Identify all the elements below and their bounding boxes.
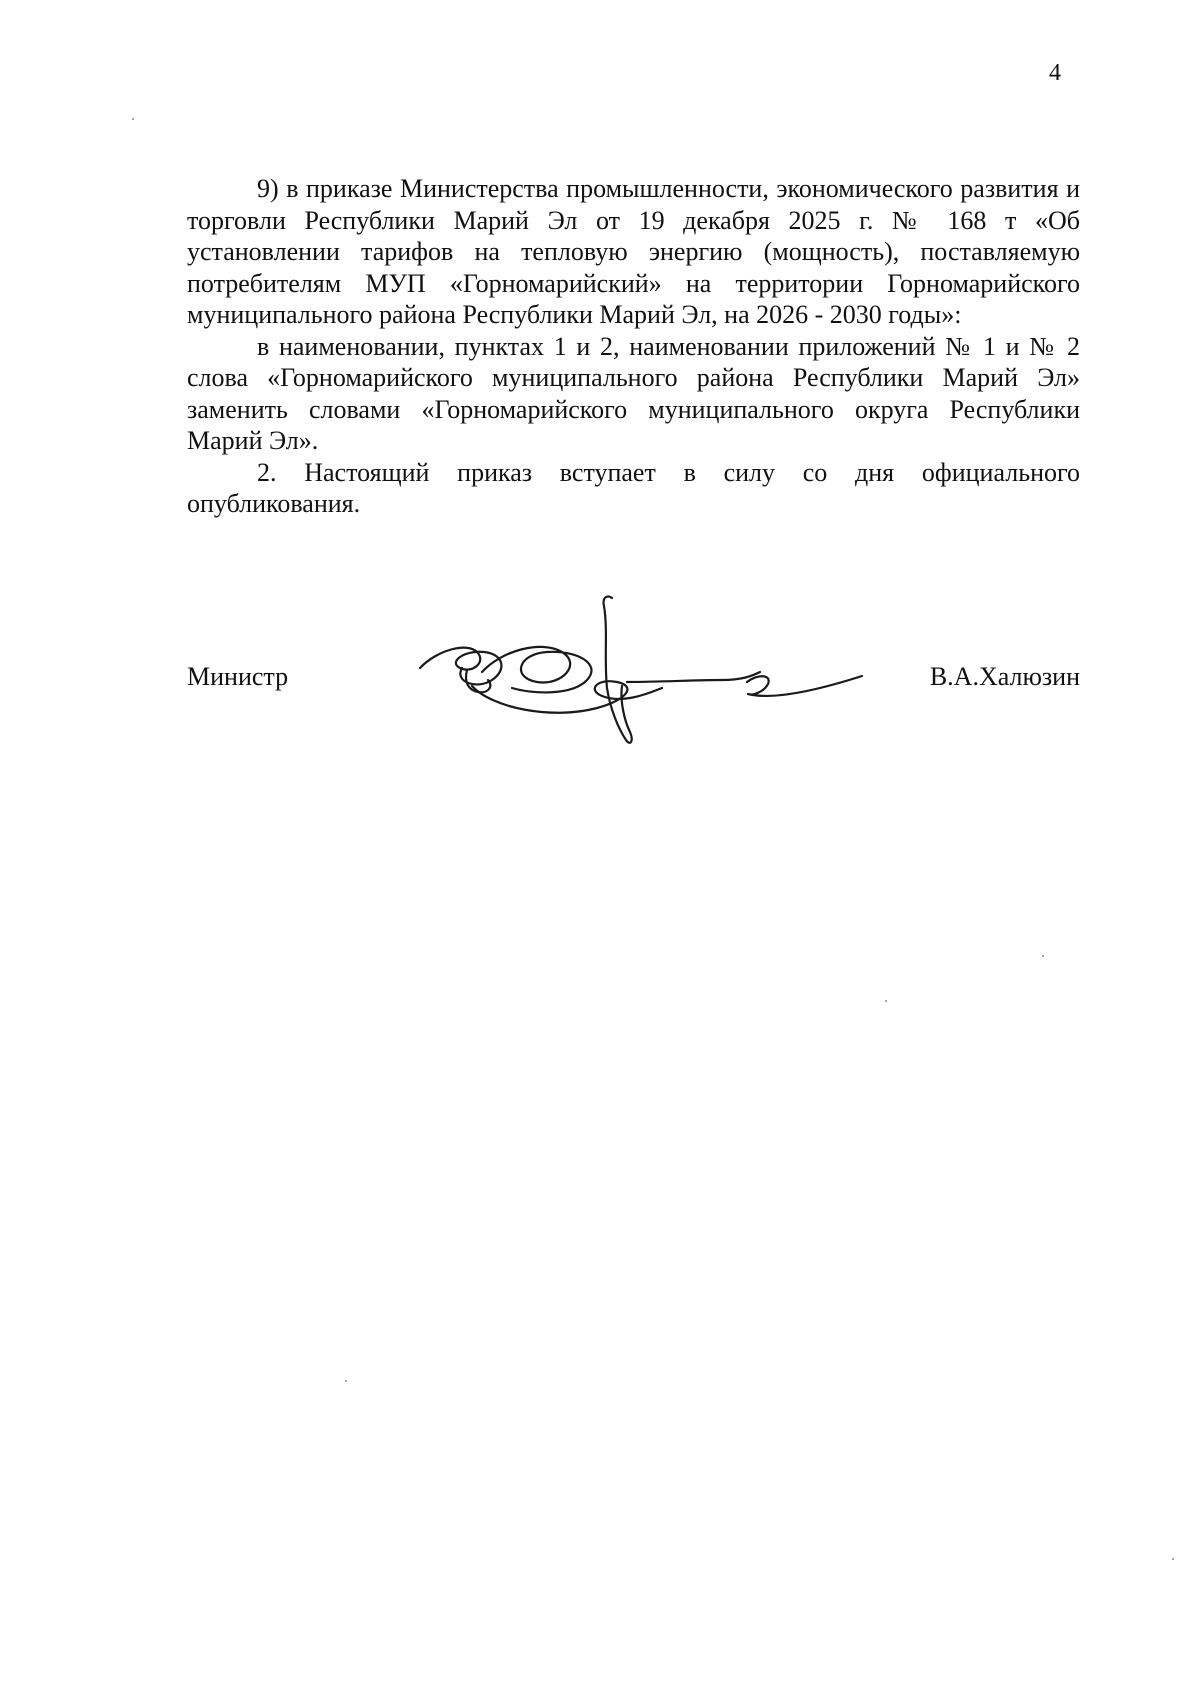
- scan-speck: [885, 1000, 887, 1002]
- scan-speck: [1172, 1558, 1174, 1560]
- paragraph-amendment: в наименовании, пунктах 1 и 2, наименовании приложений № 1 и № 2 слова «Горномарийского муниципального района Республики Марий Эл» заменить словами «Горномарийского муниципального округа Республики Марий Эл».: [187, 331, 1080, 455]
- signatory-name: В.А.Халюзин: [929, 662, 1080, 691]
- scan-speck: [132, 118, 134, 120]
- paragraph-effective-date: 2. Настоящий приказ вступает в силу со дня официального опубликования.: [187, 457, 1080, 518]
- document-body: [187, 173, 1080, 520]
- scan-speck: [345, 1380, 347, 1382]
- page-number: 4: [1049, 60, 1061, 86]
- handwritten-signature: [412, 590, 872, 750]
- paragraph-item-9: 9) в приказе Министерства промышленности, экономического развития и торговли Республики Марий Эл от 19 декабря 2025 г. № 168 т «Об установлении тарифов на тепловую энергию (мощность), поставляемую потребителям МУП «Горномарийский» на территории Горномарийского муниципального района Республики Марий Эл, на 2026 - 2030 годы»:: [187, 174, 1080, 329]
- signature-block: [187, 590, 1080, 750]
- scan-speck: [1042, 955, 1044, 957]
- signatory-position: Министр: [187, 662, 289, 691]
